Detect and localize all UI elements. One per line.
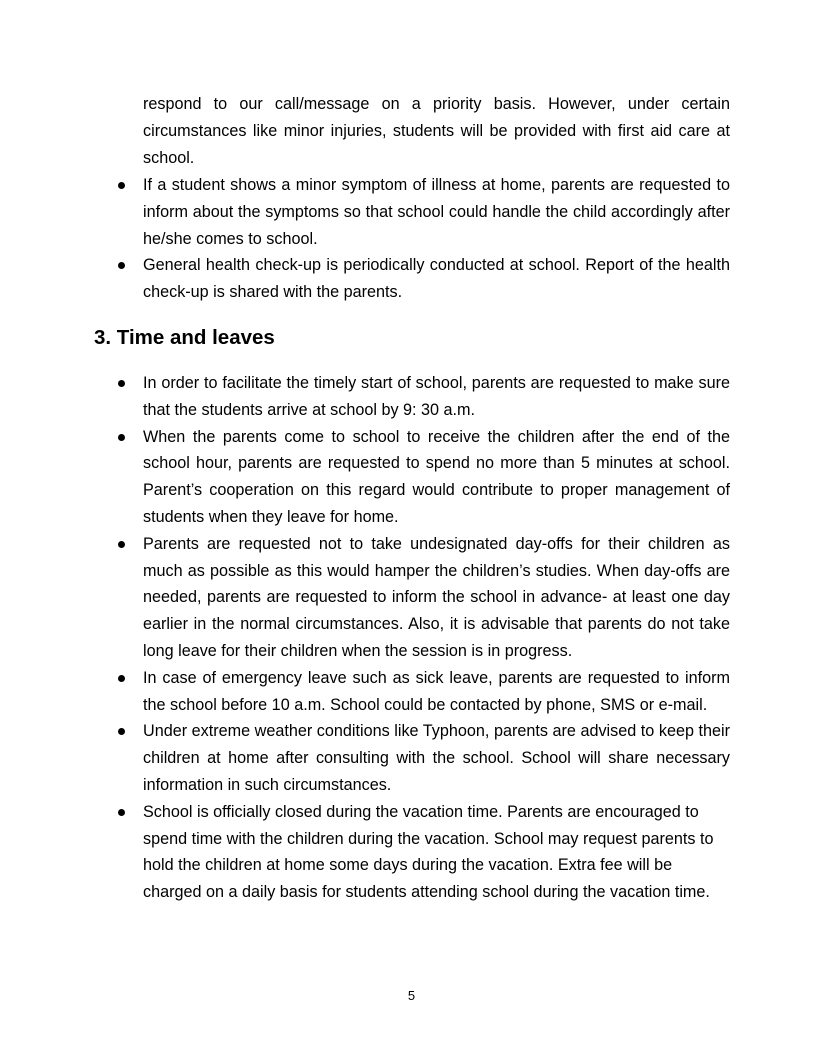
list-item-text: When the parents come to school to receive the children after the end of the school hour, parents are requested to spend no more than 5 minutes at school. Parent’s cooperation on this regard would contribute to proper management of students when they leave for home. [143, 427, 730, 526]
list-item [143, 370, 730, 424]
bullet-icon [118, 809, 125, 816]
bullet-icon [118, 434, 125, 441]
list-item [143, 531, 730, 665]
bullet-icon [118, 262, 125, 269]
bullet-icon [118, 541, 125, 548]
list-item-text: In case of emergency leave such as sick leave, parents are requested to inform the school before 10 a.m. School could be contacted by phone, SMS or e-mail. [143, 668, 730, 714]
list-item [143, 718, 730, 798]
bullet-icon [118, 675, 125, 682]
bullet-icon [118, 380, 125, 387]
continuation-paragraph: respond to our call/message on a priority basis. However, under certain circumstances like minor injuries, students will be provided with first aid care at school. [143, 95, 730, 167]
list-item [143, 252, 730, 306]
health-bullet-list [143, 172, 730, 306]
list-item-text: Parents are requested not to take undesignated day-offs for their children as much as possible as this would hamper the children’s studies. When day-offs are needed, parents are requested to inform the school in advance- at least one day earlier in the normal circumstances. Also, it is advisable that parents do not take long leave for their children when the session is in progress. [143, 534, 730, 660]
list-item-text: Under extreme weather conditions like Typhoon, parents are advised to keep their children at home after consulting with the school. School will share necessary information in such circumstances. [143, 722, 730, 794]
list-item [143, 665, 730, 719]
list-item-text: General health check-up is periodically conducted at school. Report of the health check-up is shared with the parents. [143, 256, 730, 302]
bullet-icon [118, 182, 125, 189]
list-item [143, 799, 730, 906]
list-item [143, 172, 730, 252]
bullet-icon [118, 728, 125, 735]
page-number: 5 [407, 988, 416, 1003]
list-item-text: In order to facilitate the timely start of school, parents are requested to make sure that the students arrive at school by 9: 30 a.m. [143, 374, 730, 419]
section-heading: 3. Time and leaves [94, 326, 275, 349]
list-item-text: If a student shows a minor symptom of illness at home, parents are requested to inform about the symptoms so that school could handle the child accordingly after he/she comes to school. [143, 176, 730, 248]
time-and-leaves-bullet-list [143, 370, 730, 906]
list-item [143, 424, 730, 531]
list-item-text: School is officially closed during the vacation time. Parents are encouraged to spend time with the children during the vacation. School may request parents to hold the children at home some days during the vacation. Extra fee will be charged on a daily basis for students attending school during the vacation time. [143, 802, 714, 902]
